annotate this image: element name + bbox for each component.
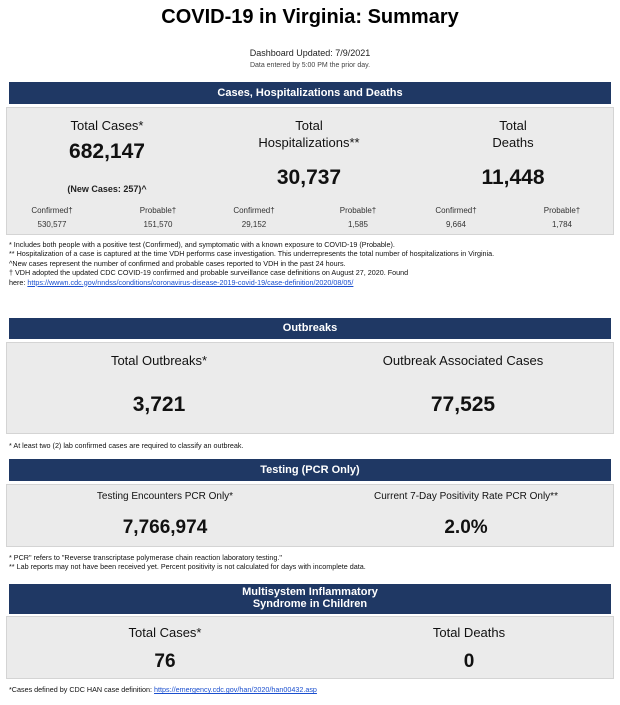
testing-footnotes [9,553,614,572]
hosp-confirmed-label: Confirmed† [233,206,275,215]
footnote-here-prefix: here: [9,277,28,287]
cases-panel [6,107,614,235]
cdc-han-link[interactable]: https://emergency.cdc.gov/han/2020/han00432.asp [154,685,317,694]
footnote-pcr: * PCR" refers to "Reverse transcriptase polymerase chain reaction laboratory testing." [9,553,282,562]
positivity-rate-label: Current 7-Day Positivity Rate PCR Only** [374,491,558,502]
hosp-probable-value: 1,585 [347,220,369,229]
deaths-probable-label: Probable† [543,206,581,215]
mis-section-heading [9,584,611,614]
cases-footnotes [9,240,614,287]
outbreak-associated-cases-value: 77,525 [430,393,496,416]
deaths-label-line2: Deaths [492,135,534,150]
footnote-case-definition-link-line [9,278,614,287]
testing-panel [6,484,614,547]
footnote-confirmed-probable: * Includes both people with a positive test (Confirmed), and symptomatic with a known exposure to COVID-19 (Probable). [9,240,395,249]
deaths-probable-value: 1,784 [551,220,573,229]
data-entry-note: Data entered by 5:00 PM the prior day. [249,62,371,69]
hospitalizations-label-line2: Hospitalizations** [258,135,360,150]
mis-heading-line1: Multisystem Inflammatory [242,586,378,598]
dashboard-updated: Dashboard Updated: 7/9/2021 [249,48,371,58]
mis-heading-line2: Syndrome in Children [252,598,368,610]
testing-encounters-label: Testing Encounters PCR Only* [96,491,234,502]
mis-total-deaths-label: Total Deaths [432,625,506,640]
footnote-new-cases: ^New cases represent the number of confirmed and probable cases reported to VDH in the past 24 hours. [9,258,346,268]
footnote-hospitalization: ** Hospitalization of a case is captured at the time VDH performs case investigation. This underrepresents the total number of hospitalizations in Virginia. [9,249,495,259]
cases-confirmed-label: Confirmed† [31,206,73,215]
new-cases: (New Cases: 257)^ [67,184,147,194]
cases-probable-label: Probable† [139,206,177,215]
total-cases-value: 682,147 [69,140,145,163]
cases-confirmed-value: 530,577 [37,220,67,229]
deaths-confirmed-label: Confirmed† [435,206,477,215]
mis-total-cases-label: Total Cases* [128,625,202,640]
total-outbreaks-label: Total Outbreaks* [110,353,208,368]
outbreak-associated-cases-label: Outbreak Associated Cases [382,353,544,368]
testing-section-heading: Testing (PCR Only) [9,459,611,481]
deaths-label-line1: Total [499,118,527,133]
cdc-case-definition-link[interactable]: https://wwwn.cdc.gov/nndss/conditions/coronavirus-disease-2019-covid-19/case-definition/2020/08/05/ [27,277,354,287]
hospitalizations-value: 30,737 [276,166,342,189]
footnote-case-definition: † VDH adopted the updated CDC COVID-19 confirmed and probable surveillance case definitions on August 27, 2020. Found [9,268,409,278]
hospitalizations-label-line1: Total [295,118,323,133]
hosp-confirmed-value: 29,152 [241,220,267,229]
mis-total-deaths-value: 0 [463,651,475,672]
outbreaks-footnote: * At least two (2) lab confirmed cases are required to classify an outbreak. [9,441,244,450]
testing-encounters-value: 7,766,974 [122,517,208,538]
cases-section-heading: Cases, Hospitalizations and Deaths [9,82,611,104]
mis-footnote [9,685,614,694]
outbreaks-panel [6,342,614,434]
outbreaks-section-heading: Outbreaks [9,318,611,339]
total-outbreaks-value: 3,721 [132,393,186,416]
positivity-rate-value: 2.0% [444,517,488,538]
mis-total-cases-value: 76 [154,651,176,672]
deaths-confirmed-value: 9,664 [445,220,467,229]
page-title: COVID-19 in Virginia: Summary [161,6,459,28]
cases-probable-value: 151,570 [143,220,173,229]
footnote-lab-reports: ** Lab reports may not have been received yet. Percent positivity is not calculated for days with incomplete data. [9,562,366,572]
mis-footnote-prefix: *Cases defined by CDC HAN case definition: [9,685,155,694]
mis-panel [6,616,614,679]
deaths-value: 11,448 [481,166,545,189]
total-cases-label: Total Cases* [70,118,144,133]
hosp-probable-label: Probable† [339,206,377,215]
